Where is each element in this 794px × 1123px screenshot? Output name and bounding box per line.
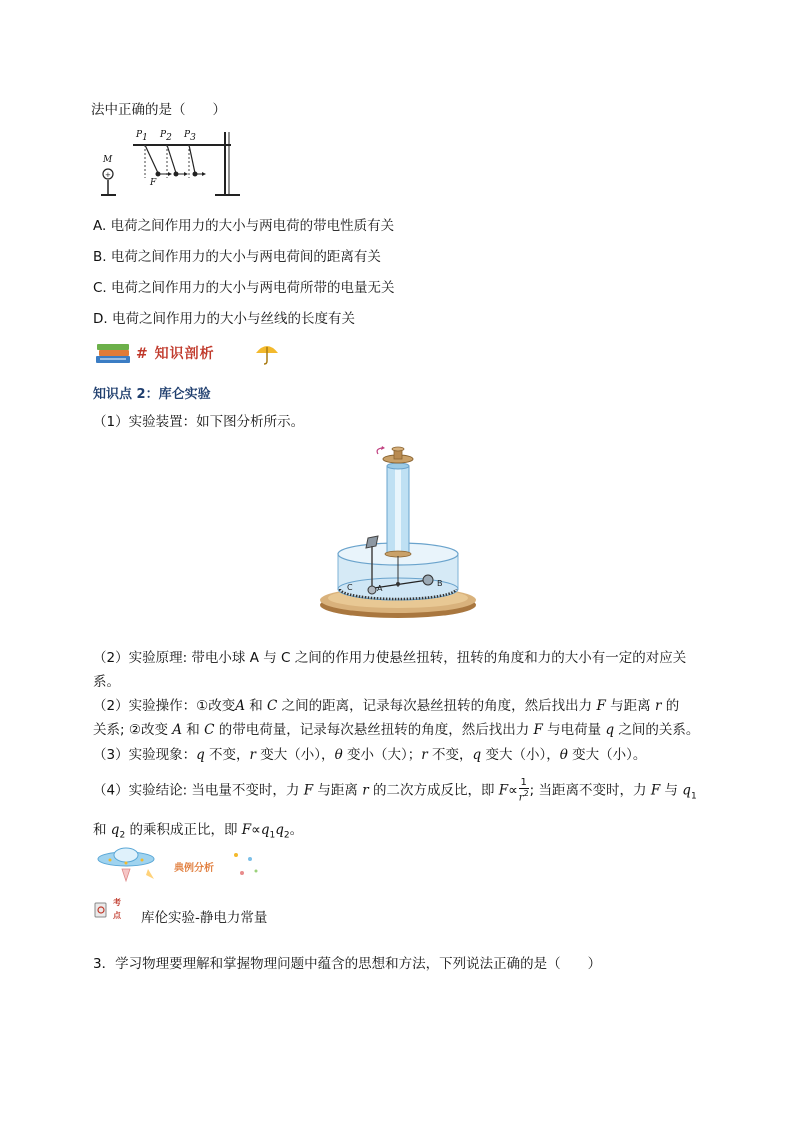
stars-decoration-icon	[228, 847, 262, 881]
example-banner-title: 典例分析	[174, 863, 214, 874]
phenomenon-line: （3）实验现象：q 不变，r 变大（小），θ 变小（大）；r 不变，q 变大（小），θ 变大（小）。	[93, 747, 647, 763]
topic-tag-bottom: 点	[113, 911, 121, 920]
operation-line-1: （2）实验操作：①改变A 和 C 之间的距离，记录每次悬丝扭转的角度，然后找出力 F 与距离 r 的	[93, 698, 680, 714]
option-d: D. 电荷之间作用力的大小与丝线的长度有关	[93, 311, 355, 327]
label-p2: $P_2$	[160, 130, 172, 143]
label-m: M	[103, 155, 113, 165]
item-1: （1）实验装置：如下图分析所示。	[93, 414, 305, 430]
question-3: 3．学习物理要理解和掌握物理问题中蕴含的思想和方法，下列说法正确的是（ ）	[93, 956, 602, 972]
option-c: C. 电荷之间作用力的大小与两电荷所带的电量无关	[93, 280, 395, 296]
knowledge-point-title: 知识点 2：库仑实验	[93, 387, 211, 402]
books-icon	[94, 341, 134, 365]
umbrella-icon	[254, 341, 280, 365]
conclusion-line-2: 和 $q_2$ 的乘积成正比，即 $F\propto q_1q_2$。	[93, 822, 304, 841]
label-p1: $P_1$	[136, 130, 148, 143]
label-b: B	[437, 579, 443, 588]
conclusion-line-1: （4）实验结论: 当电量不变时，力 F 与距离 r 的二次方成反比，即 F∝ $\frac{1}{r^2}$ ; 当距离不变时，力 F 与 $q_1$	[93, 777, 697, 804]
knowledge-banner-title: # 知识剖析	[136, 346, 215, 362]
topic-tag-badge	[93, 897, 133, 931]
example-analysis-banner	[96, 845, 266, 887]
option-a: A. 电荷之间作用力的大小与两电荷的带电性质有关	[93, 218, 395, 234]
label-p3: $P_3$	[184, 130, 196, 143]
question-intro: 法中正确的是（ ）	[91, 102, 226, 118]
fraction-one-over-r-squared: $\frac{1}{r^2}$	[518, 777, 529, 804]
knowledge-banner	[94, 339, 284, 367]
principle-line-2: 系。	[93, 674, 120, 690]
ufo-rocket-icon	[96, 845, 166, 885]
label-f: F	[150, 178, 157, 188]
svg-text:+: +	[105, 171, 111, 179]
option-b: B. 电荷之间作用力的大小与两电荷间的距离有关	[93, 249, 381, 265]
coulomb-pendulum-figure	[98, 128, 244, 200]
topic-tag-top: 考	[113, 898, 121, 907]
operation-line-2: 关系; ②改变 A 和 C 的带电荷量，记录每次悬丝扭转的角度，然后找出力 F 与电荷量 q 之间的关系。	[93, 722, 700, 738]
torsion-balance-figure	[316, 442, 480, 622]
topic-title: 库伦实验-静电力常量	[141, 910, 268, 926]
label-c: C	[347, 583, 353, 592]
magnifier-icon	[93, 901, 109, 921]
principle-line-1: （2）实验原理: 带电小球 A 与 C 之间的作用力使悬丝扭转，扭转的角度和力的大小有一定的对应关	[93, 650, 687, 666]
label-a: A	[377, 584, 383, 593]
